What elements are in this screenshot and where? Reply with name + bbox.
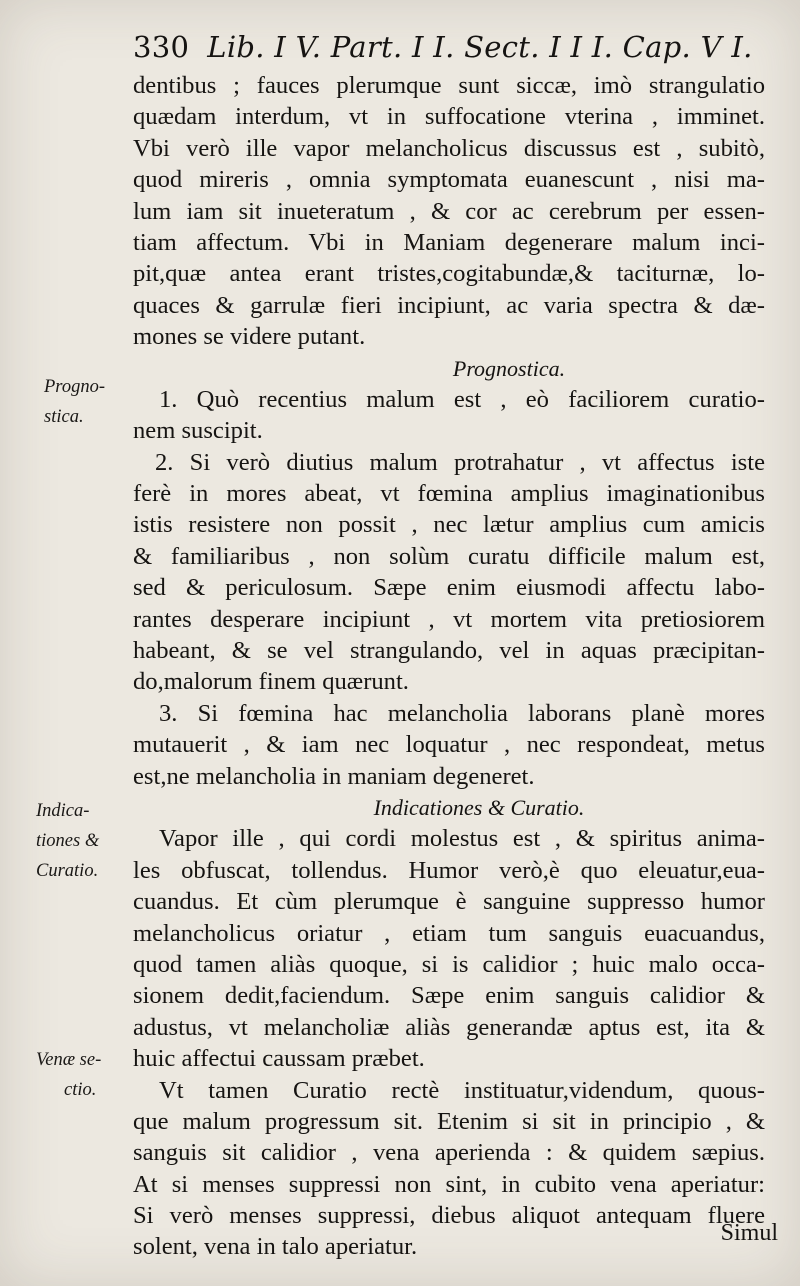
margin-note-line: ctio. [64,1080,97,1100]
text-line: sionem dedit,faciendum. Sæpe enim sanguis calidior & [133,982,765,1010]
running-title: Lib. I V. Part. I I. Sect. I I I. Cap. V I. [207,30,753,64]
text-line: pit,quæ antea erant tristes,cogitabundæ,& taciturnæ, lo- [133,260,765,288]
section-heading-indicationes: Indicationes & Curatio. [373,794,585,820]
margin-note-line: Venæ se- [36,1050,102,1070]
section-heading-prognostica: Prognostica. [452,355,566,381]
text-line: 3. Si fœmina hac melancholia laborans planè mores [159,699,765,727]
text-line: mones se videre putant. [133,323,366,351]
main-text [133,70,765,1263]
text-line: rantes desperare incipiunt , vt mortem vita pretiosiorem [133,605,765,633]
margin-note-line: tiones & [36,831,100,851]
text-line: istis resistere non possit , nec lætur amplius cum amicis [133,511,765,539]
text-line: ferè in mores abeat, vt fœmina amplius imaginationibus [133,480,765,508]
text-line: les obfuscat, tollendus. Humor verò,è quo eleuatur,eua- [133,856,765,884]
margin-note-indicationes [36,796,99,886]
text-line: solent, vena in talo aperiatur. [133,1233,418,1261]
text-line: est,ne melancholia in maniam degeneret. [133,762,535,790]
text-line: nem suscipit. [133,417,263,445]
text-line: & familiaribus , non solùm curatu difficile malum est, [133,542,765,570]
text-line: quaces & garrulæ fieri incipiunt, ac varia spectra & dæ- [133,291,765,319]
text-line: dentibus ; fauces plerumque sunt siccæ, imò strangulatio [133,72,765,99]
text-line: adustus, vt melancholiæ aliàs generandæ aptus est, ita & [133,1013,765,1041]
text-line: mutauerit , & iam nec loquatur , nec respondeat, metus [133,731,765,759]
text-line: quædam interdum, vt in suffocatione vterina , imminet. [133,103,765,131]
margin-note-line: stica. [44,407,84,427]
text-line: cuandus. Et cùm plerumque è sanguine suppresso humor [133,888,765,916]
text-line: 1. Quò recentius malum est , eò faciliorem curatio- [159,385,765,413]
margin-note-vena-sectio [36,1045,101,1105]
text-line: lum iam sit inueteratum , & cor ac cerebrum per essen- [133,197,765,225]
text-line: Vbi verò ille vapor melancholicus discussus est , subitò, [133,134,765,162]
text-line: que malum progressum sit. Etenim si sit in principio , & [133,1107,765,1135]
text-line: Vapor ille , qui cordi molestus est , & spiritus anima- [159,825,765,853]
text-line: Si verò menses suppressi, diebus aliquot antequam fluere [133,1202,765,1230]
text-line: Vt tamen Curatio rectè instituatur,videndum, quous- [159,1076,765,1104]
text-line: tiam affectum. Vbi in Maniam degenerare malum inci- [133,228,765,256]
margin-note-line: Curatio. [36,861,99,881]
text-line: quod tamen aliàs quoque, si is calidior ; huic malo occa- [133,950,765,978]
text-line: quod mireris , omnia symptomata euanescunt , nisi ma- [133,166,765,194]
text-line: 2. Si verò diutius malum protrahatur , vt affectus iste [155,448,765,476]
margin-note-prognostica [44,372,105,432]
text-line: do,malorum finem quærunt. [133,668,409,696]
text-line: melancholicus oriatur , etiam tum sanguis euacuandus, [133,919,765,947]
page-number: 330 [133,30,190,64]
text-line: habeant, & se vel strangulando, vel in aquas præcipitan- [133,637,765,665]
text-line: huic affectui caussam præbet. [133,1045,425,1073]
text-line: At si menses suppressi non sint, in cubito vena aperiatur: [133,1170,765,1198]
text-line: sed & periculosum. Sæpe enim eiusmodi affectu labo- [133,574,765,602]
text-line: sanguis sit calidior , vena aperienda : & quidem sæpius. [133,1139,765,1167]
margin-note-line: Progno- [44,377,105,397]
catchword: Simul [720,1220,778,1246]
margin-note-line: Indica- [36,801,90,821]
